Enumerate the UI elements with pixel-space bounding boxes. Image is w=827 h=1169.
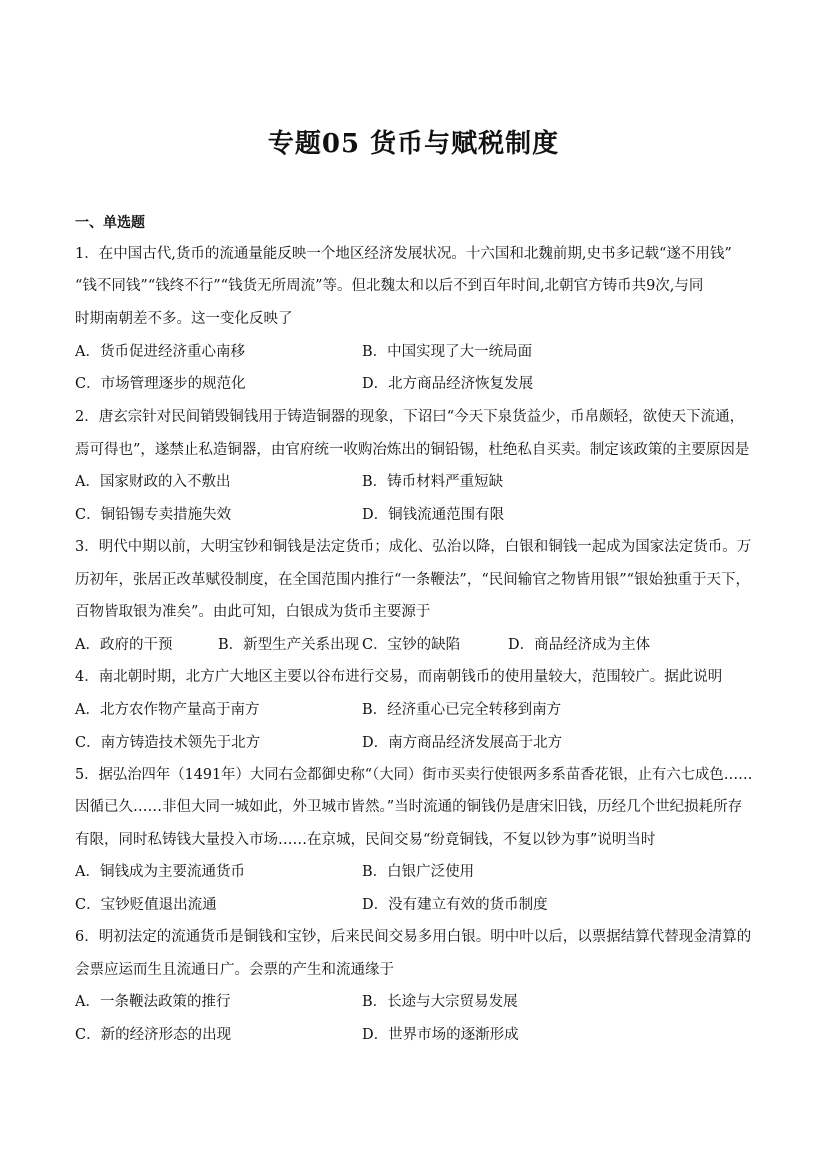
question-4-option-c: C．南方铸造技术领先于北方 [75,735,261,751]
question-5-option-c: C．宝钞贬值退出流通 [75,897,217,913]
question-5-line-3: 有限，同时私铸钱大量投入市场……在京城，民间交易“纷竟铜钱，不复以钞为事”说明当时 [75,832,656,848]
question-3-line-2: 历初年，张居正改革赋役制度，在全国范围内推行“一条鞭法”，“民间输官之物皆用银”“银始独重于天下， [75,572,751,588]
question-1-line-1: 1．在中国古代,货币的流通量能反映一个地区经济发展状况。十六国和北魏前期,史书多记载“遂不用钱” [75,246,732,262]
question-3-option-b: B．新型生产关系出现 [218,637,360,653]
question-5-option-d: D．没有建立有效的货币制度 [362,897,548,913]
question-2-option-d: D．铜钱流通范围有限 [362,507,505,523]
question-5-line-2: 因循已久……非但大同一城如此，外卫城市皆然。”当时流通的铜钱仍是唐宋旧钱，历经几个世纪损耗所存 [75,799,743,815]
question-2-line-2: 焉可得也”，遂禁止私造铜器，由官府统一收购冶炼出的铜铅锡，杜绝私自买卖。制定该政策的主要原因是 [75,442,750,458]
question-1-option-b: B．中国实现了大一统局面 [362,344,533,360]
question-2-option-c: C．铜铅锡专卖措施失效 [75,507,232,523]
question-1-line-2: “钱不同钱”“钱终不行”“钱货无所周流”等。但北魏太和以后不到百年时间,北朝官方铸币共9次,与同 [75,278,704,294]
section-heading: 一、单选题 [75,215,145,231]
question-3-line-1: 3．明代中期以前，大明宝钞和铜钱是法定货币；成化、弘治以降，白银和铜钱一起成为国家法定货币。万 [75,539,752,555]
page-title: 专题05 货币与赋税制度 [267,129,560,159]
question-1-line-3: 时期南朝差不多。这一变化反映了 [75,311,293,327]
question-1-option-d: D．北方商品经济恢复发展 [362,376,534,392]
question-6-line-1: 6．明初法定的流通货币是铜钱和宝钞，后来民间交易多用白银。明中叶以后，以票据结算代替现金清算的 [75,929,752,945]
question-2-line-1: 2．唐玄宗针对民间销毁铜钱用于铸造铜器的现象，下诏曰“今天下泉货益少，币帛颇轻，欲使天下流通， [75,409,745,425]
question-5-line-1: 5．据弘治四年（1491年）大同右佥都御史称“（大同）街市买卖行使银两多系苗香花银，止有六七成色…… [75,767,753,783]
question-2-option-b: B．铸币材料严重短缺 [362,474,504,490]
question-6-option-d: D．世界市场的逐渐形成 [362,1027,519,1043]
question-6-option-b: B．长途与大宗贸易发展 [362,994,518,1010]
question-6-option-c: C．新的经济形态的出现 [75,1027,232,1043]
question-6-option-a: A．一条鞭法政策的推行 [75,994,231,1010]
question-4-option-a: A．北方农作物产量高于南方 [75,702,260,718]
question-1-option-c: C．市场管理逐步的规范化 [75,376,246,392]
question-3-line-3: 百物皆取银为准矣”。由此可知，白银成为货币主要源于 [75,604,431,620]
question-4-option-b: B．经济重心已完全转移到南方 [362,702,562,718]
question-6-line-2: 会票应运而生且流通日广。会票的产生和流通缘于 [75,962,394,978]
question-2-option-a: A．国家财政的入不敷出 [75,474,231,490]
question-4-option-d: D．南方商品经济发展高于北方 [362,735,563,751]
question-3-option-c: C．宝钞的缺陷 [362,637,461,653]
question-5-option-b: B．白银广泛使用 [362,864,475,880]
question-4-line-1: 4．南北朝时期，北方广大地区主要以谷布进行交易，而南朝钱币的使用量较大，范围较广。据此说明 [75,669,723,685]
question-3-option-d: D．商品经济成为主体 [508,637,651,653]
question-1-option-a: A．货币促进经济重心南移 [75,344,245,360]
question-5-option-a: A．铜钱成为主要流通货币 [75,864,245,880]
question-3-option-a: A．政府的干预 [75,637,173,653]
